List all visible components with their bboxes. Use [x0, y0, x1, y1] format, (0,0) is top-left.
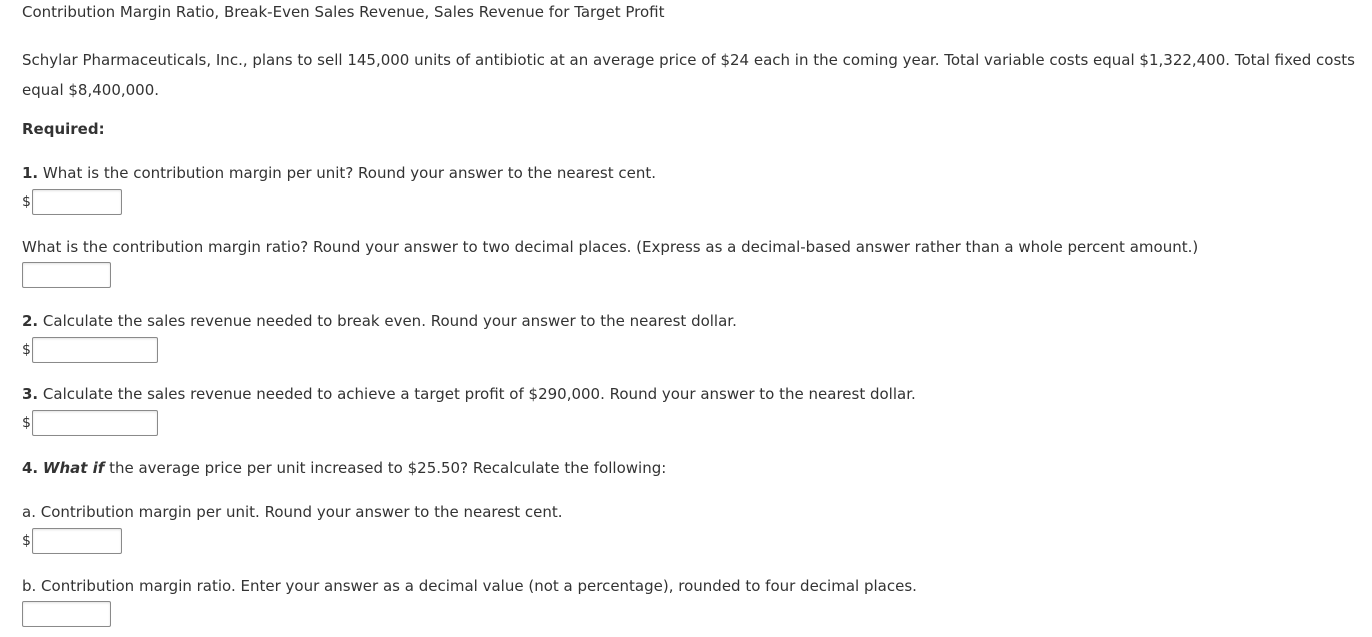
new-cm-per-unit-input[interactable] — [32, 528, 122, 554]
dollar-sign: $ — [22, 415, 31, 431]
question-4-text: the average price per unit increased to $25.50? Recalculate the following: — [104, 459, 667, 477]
question-1-ratio-text: What is the contribution margin ratio? Round your answer to two decimal places. (Express as a decimal-based answer rather than a whole percent amount.) — [22, 238, 1199, 256]
question-2-number: 2. — [22, 312, 39, 330]
question-1-text: What is the contribution margin per unit? Round your answer to the nearest cent. — [38, 164, 657, 182]
question-3 — [22, 384, 916, 404]
cm-per-unit-input[interactable] — [32, 189, 122, 215]
what-if-label: What if — [42, 459, 105, 477]
cm-ratio-answer — [22, 261, 111, 289]
question-4-number: 4. — [22, 459, 39, 477]
cm-ratio-input[interactable] — [22, 262, 111, 288]
dollar-sign: $ — [22, 194, 31, 210]
question-2 — [22, 311, 737, 331]
new-cm-per-unit-answer — [22, 527, 122, 555]
dollar-sign: $ — [22, 342, 31, 358]
question-4a-text: a. Contribution margin per unit. Round your answer to the nearest cent. — [22, 503, 563, 521]
question-1 — [22, 163, 656, 183]
question-4b-text: b. Contribution margin ratio. Enter your answer as a decimal value (not a percentage), rounded to four decimal places. — [22, 577, 917, 595]
new-cm-ratio-answer — [22, 600, 111, 628]
break-even-revenue-input[interactable] — [32, 337, 158, 363]
target-profit-answer — [22, 409, 158, 437]
dollar-sign: $ — [22, 533, 31, 549]
problem-intro: Schylar Pharmaceuticals, Inc., plans to sell 145,000 units of antibiotic at an average price of $24 each in the coming year. Total variable costs equal $1,322,400. Total fixed costs equal $8,400,000. — [22, 51, 1355, 99]
target-profit-revenue-input[interactable] — [32, 410, 158, 436]
question-1-number: 1. — [22, 164, 39, 182]
question-4 — [22, 458, 666, 478]
new-cm-ratio-input[interactable] — [22, 601, 111, 627]
question-3-text: Calculate the sales revenue needed to achieve a target profit of $290,000. Round your answer to the nearest dollar. — [38, 385, 916, 403]
page-title: Contribution Margin Ratio, Break-Even Sales Revenue, Sales Revenue for Target Profit — [22, 3, 665, 21]
required-heading: Required: — [22, 120, 105, 138]
break-even-answer — [22, 336, 158, 364]
cm-per-unit-answer — [22, 188, 122, 216]
question-3-number: 3. — [22, 385, 39, 403]
question-2-text: Calculate the sales revenue needed to break even. Round your answer to the nearest dollar. — [38, 312, 737, 330]
